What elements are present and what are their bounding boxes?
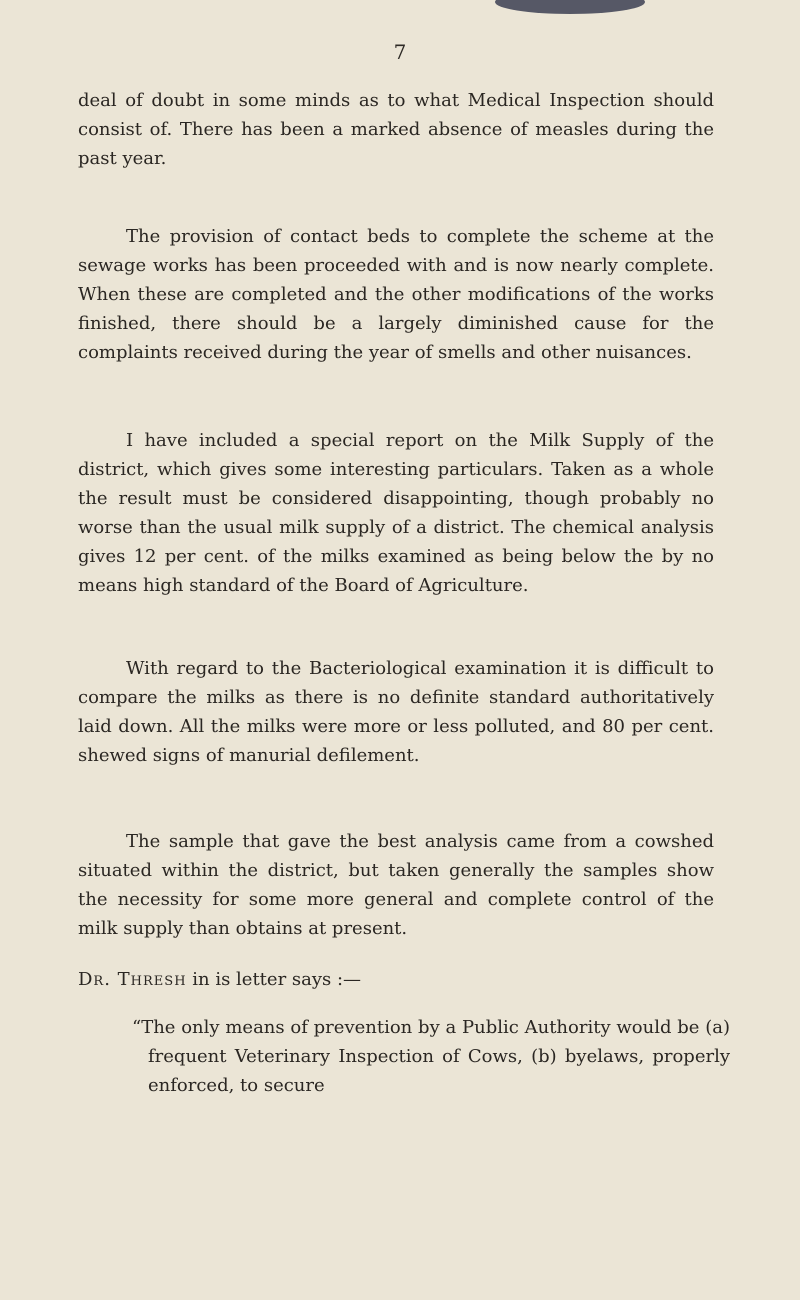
- paragraph-medical-inspection: deal of doubt in some minds as to what Medical Inspection should consist of. There has been a marked absence of measles during the past year.: [78, 90, 714, 169]
- paragraph-sample-analysis: The sample that gave the best analysis came from a cowshed situated within the district, but taken generally the samples show the necessity for some more general and complete control of the milk supply than obtains at present.: [78, 831, 714, 939]
- author-name: Dr. Thresh: [78, 969, 187, 990]
- paragraph-letter-intro: [78, 965, 714, 994]
- paragraph-bacteriological: With regard to the Bacteriological examination it is difficult to compare the milks as there is no definite standard authoritatively laid down. All the milks were more or less polluted, and 80 per cent. shewed signs of manurial defilement.: [78, 658, 714, 766]
- letter-quote: “The only means of prevention by a Public Authority would be (a) frequent Veterinary Inspection of Cows, (b) byelaws, properly enforced, to secure: [132, 1017, 730, 1096]
- ink-smudge: [495, 0, 645, 14]
- paragraph-sewage-works: The provision of contact beds to complete the scheme at the sewage works has been proceeded with and is now nearly complete. When these are completed and the other modifications of the works finished, there should be a largely diminished cause for the complaints received during the year of smells and other nuisances.: [78, 226, 714, 363]
- page-number: 7: [393, 40, 407, 64]
- paragraph-milk-supply: I have included a special report on the Milk Supply of the district, which gives some interesting particulars. Taken as a whole the result must be considered disappointing, though probably no worse than the usual milk supply of a district. The chemical analysis gives 12 per cent. of the milks examined as being below the by no means high standard of the Board of Agriculture.: [78, 430, 714, 596]
- letter-intro-text: in is letter says :—: [186, 969, 362, 990]
